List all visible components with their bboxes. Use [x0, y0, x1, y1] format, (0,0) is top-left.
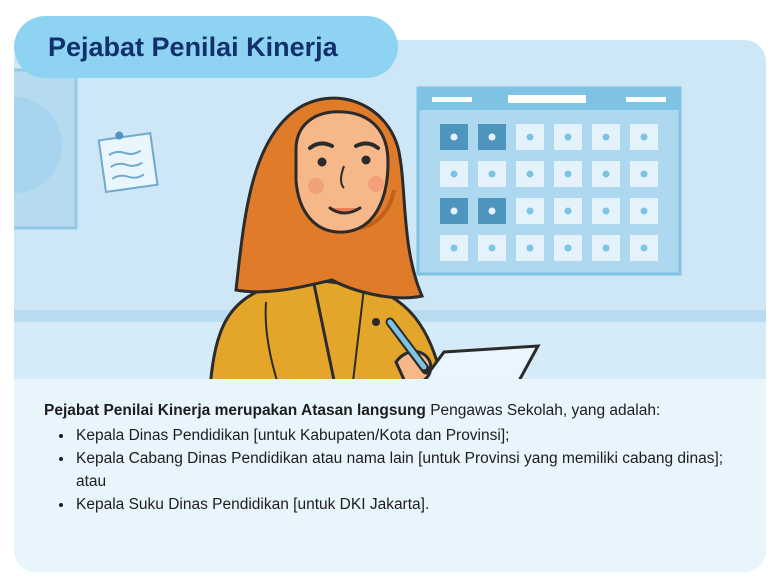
calendar-day-dot: [527, 245, 534, 252]
calendar-day-dot: [641, 245, 648, 252]
calendar-day-dot: [527, 171, 534, 178]
list-item: • Kepala Dinas Pendidikan [untuk Kabupaten/Kota dan Provinsi];: [74, 424, 742, 447]
calendar-day-dot: [489, 245, 496, 252]
calendar-icon: [418, 88, 680, 274]
calendar-day-dot: [451, 208, 458, 215]
calendar-day-dot: [603, 208, 610, 215]
calendar-day-dot: [451, 171, 458, 178]
calendar-day-dot: [451, 245, 458, 252]
calendar-day-dot: [565, 134, 572, 141]
calendar-day-dot: [603, 171, 610, 178]
intro-rest: Pengawas Sekolah, yang adalah:: [425, 402, 661, 419]
calendar-day-dot: [489, 171, 496, 178]
calendar-day-dot: [641, 208, 648, 215]
calendar-day-dot: [565, 171, 572, 178]
intro-paragraph: [44, 399, 742, 422]
calendar-day-dot: [489, 134, 496, 141]
calendar-day-dot: [565, 245, 572, 252]
calendar-day-dot: [603, 245, 610, 252]
calendar-day-dot: [603, 134, 610, 141]
wall-frame-icon: [14, 70, 76, 228]
calendar-day-dot: [641, 134, 648, 141]
list-item: • Kepala Suku Dinas Pendidikan [untuk DKI Jakarta].: [74, 493, 742, 516]
description-panel: [14, 379, 766, 572]
calendar-day-dot: [451, 134, 458, 141]
title-banner: [14, 16, 398, 78]
bullet-list: [44, 424, 742, 516]
page-title: Pejabat Penilai Kinerja: [48, 31, 338, 62]
calendar-day-dot: [527, 208, 534, 215]
intro-bold: Pejabat Penilai Kinerja merupakan Atasan langsung: [44, 402, 426, 419]
calendar-day-dot: [565, 208, 572, 215]
calendar-day-dot: [527, 134, 534, 141]
list-item: • Kepala Cabang Dinas Pendidikan atau nama lain [untuk Provinsi yang memiliki cabang dinas]; atau: [74, 447, 742, 493]
calendar-day-dot: [641, 171, 648, 178]
calendar-day-dot: [489, 208, 496, 215]
illustration: [14, 40, 766, 390]
